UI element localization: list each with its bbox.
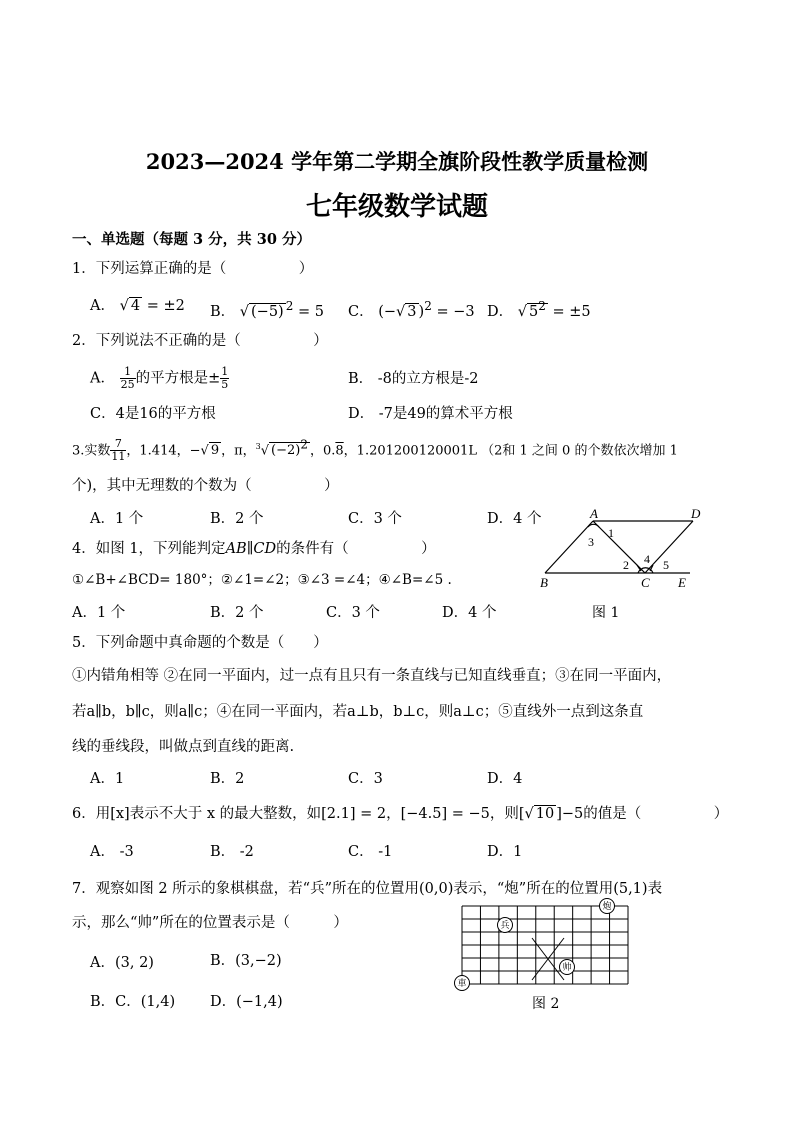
q4-conditions: ①∠B+∠BCD= 180°；②∠1=∠2；③∠3 =∠4；④∠B=∠5 . [72, 572, 452, 588]
q4-option-d: D．4 个 [442, 605, 497, 621]
q6-option-b: B． -2 [210, 844, 254, 860]
q6-option-a: A． -3 [90, 844, 134, 860]
point-b-label: B [540, 575, 548, 590]
q1-option-d: D． √ $5^2 = \pm 5$ [487, 299, 591, 320]
piece-che: 車 [457, 979, 467, 989]
q3-stem: 3.实数 $\frac{7}{11}$ ，1.414，−√ 9 ，π，$^3$√ $(-2)^2$ ，0.8，1.201200120001L （2和 1 之间 0 的个数依次增加 1 [72, 437, 678, 464]
line-ab [545, 521, 593, 573]
angle-1-label: 1 [608, 526, 614, 540]
q2-option-c: C．4是16的平方根 [90, 406, 216, 422]
angle-5-label: 5 [663, 558, 669, 572]
q7-option-a: A．(3, 2) [90, 955, 154, 971]
q5-stem: 5．下列命题中真命题的个数是（ ） [72, 635, 328, 651]
q6-stem: 6．用[x]表示不大于 x 的最大整数，如[2.1] = 2，[−4.5] = −5，则[√ 10 ]−5的值是（ ） [72, 806, 729, 822]
q5-line1: ①内错角相等 ②在同一平面内，过一点有且只有一条直线与已知直线垂直；③在同一平面内， [72, 668, 672, 684]
q2-option-b: B． -8的立方根是-2 [348, 371, 479, 387]
q7-option-d: D．(−1,4) [210, 994, 283, 1010]
figure-2-chessboard [452, 896, 637, 1014]
exam-title: 2023—2024 学年第二学期全旗阶段性教学质量检测 [145, 149, 649, 174]
line-cd [645, 521, 693, 573]
q1-option-c: C． (−√ 3 )$^2$ = −3 [348, 299, 475, 320]
q3-option-b: B．2 个 [210, 511, 264, 527]
q1-option-a: A． √ 4 = ±2 [90, 298, 185, 314]
piece-bing: 兵 [500, 921, 510, 931]
q5-option-a: A．1 [90, 771, 125, 787]
q4-option-c: C．3 个 [326, 605, 380, 621]
angle-4-label: 4 [644, 552, 650, 566]
q3-line2: 个)，其中无理数的个数为（ ） [72, 478, 339, 494]
q1-stem: 1．下列运算正确的是（ ） [72, 261, 314, 277]
point-a-label: A [590, 506, 598, 521]
q1-option-b: B． √ (−5) $^2$ = 5 [210, 299, 324, 320]
point-e-label: E [678, 575, 686, 590]
q3-option-c: C．3 个 [348, 511, 402, 527]
figure-1-caption: 图 1 [592, 605, 620, 621]
q5-option-d: D．4 [487, 771, 523, 787]
piece-pao: 炮 [602, 902, 612, 912]
q4-option-b: B．2 个 [210, 605, 264, 621]
q2-option-d: D． -7是49的算术平方根 [348, 406, 513, 422]
q7-option-bc: B．C．(1,4) [90, 994, 176, 1010]
q7-option-b: B．(3,−2) [210, 953, 282, 969]
figure-2-caption: 图 2 [532, 996, 560, 1012]
angle-3-label: 3 [588, 535, 594, 549]
q3-option-a: A．1 个 [90, 511, 144, 527]
section-heading: 一、单选题（每题 3 分，共 30 分） [72, 231, 311, 248]
q5-option-b: B．2 [210, 771, 245, 787]
q3-option-d: D．4 个 [487, 511, 542, 527]
q7-line2: 示，那么“帅”所在的位置表示是（ ） [72, 915, 348, 931]
q6-option-d: D．1 [487, 844, 523, 860]
q5-line3: 线的垂线段，叫做点到直线的距离. [72, 739, 295, 755]
q2-stem: 2．下列说法不正确的是（ ） [72, 333, 328, 349]
figure-1 [535, 505, 710, 630]
q2-option-a: A． $\frac{1}{25}$ 的平方根是± $\frac{1}{5}$ [90, 365, 229, 391]
exam-subtitle: 七年级数学试题 [305, 192, 488, 222]
point-d-label: D [691, 506, 701, 521]
angle-2-label: 2 [623, 558, 629, 572]
q5-line2: 若a∥b，b∥c，则a∥c；④在同一平面内，若a⊥b，b⊥c，则a⊥c；⑤直线外一点到这条直 [72, 704, 644, 720]
board-grid [462, 906, 628, 984]
q6-option-c: C． -1 [348, 844, 393, 860]
q4-stem: 4．如图 1，下列能判定AB∥CD的条件有（ ） [72, 541, 436, 557]
point-c-label: C [641, 575, 650, 590]
q4-option-a: A．1 个 [72, 605, 126, 621]
piece-shuai: 帅 [562, 963, 572, 973]
q5-option-c: C．3 [348, 771, 383, 787]
q7-line1: 7．观察如图 2 所示的象棋棋盘，若“兵”所在的位置用(0,0)表示，“炮”所在的位置用(5,1)表 [72, 881, 663, 897]
